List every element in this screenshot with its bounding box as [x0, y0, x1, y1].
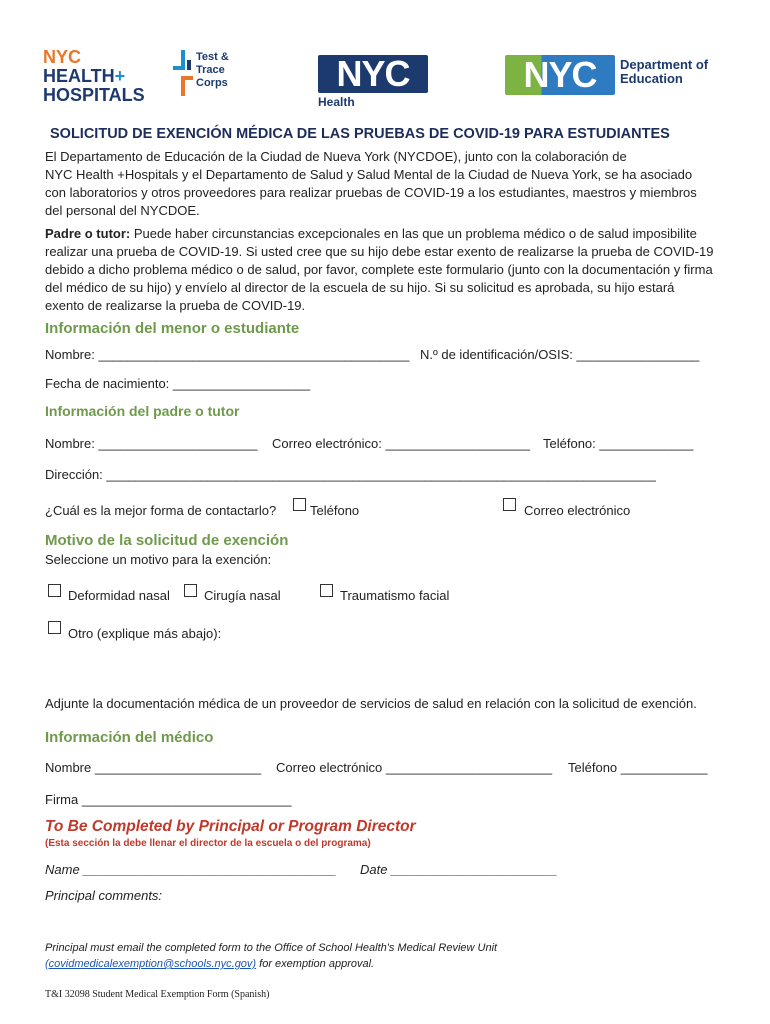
nasal-surgery-label: Cirugía nasal — [204, 588, 281, 603]
page-title: SOLICITUD DE EXENCIÓN MÉDICA DE LAS PRUEBAS DE COVID-19 PARA ESTUDIANTES — [50, 126, 670, 142]
exemption-email-link[interactable]: (covidmedicalexemption@schools.nyc.gov) — [45, 958, 257, 970]
doctor-email-field[interactable]: Correo electrónico _______________________ — [276, 760, 553, 775]
guardian-email-field[interactable]: Correo electrónico: ____________________ — [272, 436, 531, 451]
student-section-heading: Información del menor o estudiante — [45, 320, 300, 337]
principal-note-line2: (covidmedicalexemption@schools.nyc.gov) for exemption approval. — [45, 958, 375, 970]
principal-date-field[interactable]: Date _______________________ — [360, 862, 558, 877]
reason-section-heading: Motivo de la solicitud de exención — [45, 532, 289, 549]
other-reason-checkbox[interactable] — [48, 621, 61, 634]
parent-note-line: del médico de su hijo) y envíelo al director de la escuela de su hijo. Si su solicitud es aprobada, su hijo estará — [45, 280, 675, 295]
student-id-field[interactable]: N.º de identificación/OSIS: _________________ — [420, 347, 700, 362]
nasal-deformity-checkbox[interactable] — [48, 584, 61, 597]
facial-trauma-checkbox[interactable] — [320, 584, 333, 597]
guardian-phone-field[interactable]: Teléfono: _____________ — [543, 436, 694, 451]
doctor-signature-field[interactable]: Firma _____________________________ — [45, 792, 292, 807]
principal-name-field[interactable]: Name ___________________________________ — [45, 862, 337, 877]
parent-note-line: debido a dicho problema médico o de salud, por favor, complete este formulario (junto con la documentación y firma — [45, 262, 713, 277]
contact-email-label: Correo electrónico — [524, 503, 631, 518]
guardian-name-field[interactable]: Nombre: ______________________ — [45, 436, 258, 451]
nyc-health-hospitals-logo: NYC HEALTH+ HOSPITALS — [43, 47, 145, 105]
principal-comments-label[interactable]: Principal comments: — [45, 888, 163, 903]
contact-phone-label: Teléfono — [310, 503, 360, 518]
intro-line: con laboratorios y otros proveedores para realizar pruebas de COVID-19 a los estudiantes, maestros y miembros — [45, 185, 697, 200]
form-footer: T&I 32098 Student Medical Exemption Form (Spanish) — [45, 989, 270, 1000]
test-trace-icon — [173, 50, 195, 100]
intro-line: del personal del NYCDOE. — [45, 203, 200, 218]
doctor-name-field[interactable]: Nombre _______________________ — [45, 760, 262, 775]
other-reason-label: Otro (explique más abajo): — [68, 626, 222, 641]
attach-instructions: Adjunte la documentación médica de un proveedor de servicios de salud en relación con la solicitud de exención. — [45, 696, 697, 711]
guardian-section-heading: Información del padre o tutor — [45, 403, 240, 419]
test-trace-corps-logo: Test & Trace Corps — [173, 48, 243, 108]
contact-question: ¿Cuál es la mejor forma de contactarlo? — [45, 503, 277, 518]
contact-email-checkbox[interactable] — [503, 498, 516, 511]
principal-note-line1: Principal must email the completed form to the Office of School Health's Medical Review Unit — [45, 942, 498, 954]
nasal-deformity-label: Deformidad nasal — [68, 588, 170, 603]
intro-line: NYC Health +Hospitals y el Departamento de Salud y Salud Mental de la Ciudad de Nueva York, se ha asociado — [45, 167, 693, 182]
student-dob-field[interactable]: Fecha de nacimiento: ___________________ — [45, 376, 311, 391]
nasal-surgery-checkbox[interactable] — [184, 584, 197, 597]
student-name-field[interactable]: Nombre: ___________________________________________ — [45, 347, 410, 362]
doctor-section-heading: Información del médico — [45, 729, 214, 746]
facial-trauma-label: Traumatismo facial — [340, 588, 450, 603]
parent-note-line: exento de realizarse la prueba de COVID-19. — [45, 298, 306, 313]
parent-note-line: realizar una prueba de COVID-19. Si usted cree que su hijo debe estar exento de realizarse la prueba de COVID-19 — [45, 244, 714, 259]
contact-phone-checkbox[interactable] — [293, 498, 306, 511]
parent-note-label: Padre o tutor: — [45, 226, 131, 241]
doctor-phone-field[interactable]: Teléfono ____________ — [568, 760, 708, 775]
guardian-address-field[interactable]: Dirección: ____________________________________________________________________________ — [45, 467, 656, 482]
nyc-doe-logo: NYC Department of Education — [505, 55, 730, 100]
parent-note-line: Padre o tutor: Puede haber circunstancias excepcionales en las que un problema médico o de salud imposibilite — [45, 226, 697, 241]
principal-section-heading: To Be Completed by Principal or Program Director — [45, 818, 416, 835]
intro-line: El Departamento de Educación de la Ciudad de Nueva York (NYCDOE), junto con la colaboración de — [45, 149, 627, 164]
nyc-health-logo: NYC Health — [318, 55, 433, 110]
principal-section-subtitle: (Esta sección la debe llenar el director de la escuela o del programa) — [45, 838, 371, 849]
reason-prompt: Seleccione un motivo para la exención: — [45, 552, 272, 567]
